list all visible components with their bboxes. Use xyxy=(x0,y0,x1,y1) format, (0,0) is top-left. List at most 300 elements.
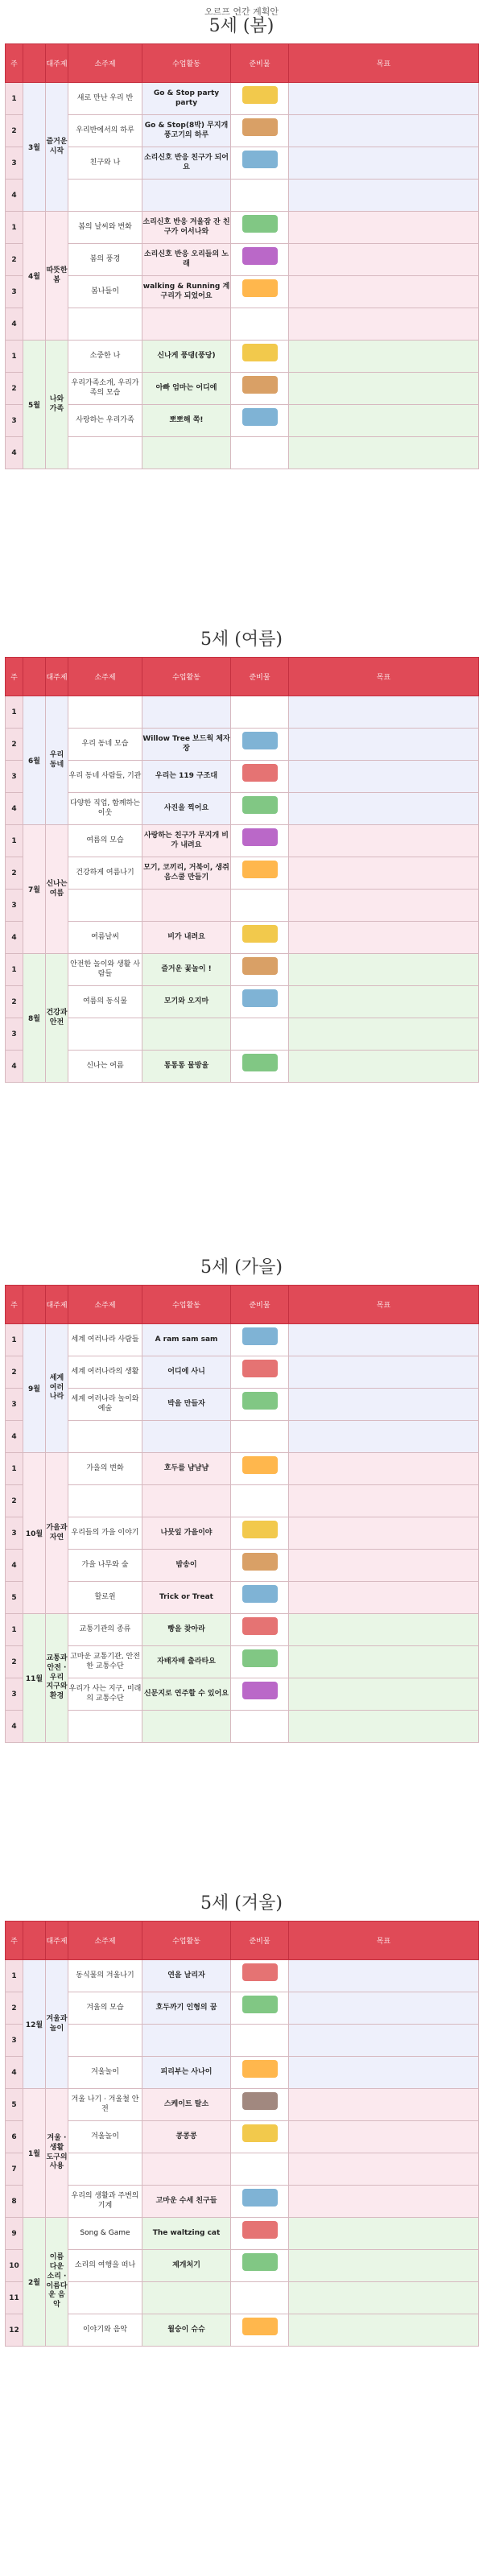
activity-cell: 피리부는 사나이 xyxy=(142,2057,231,2089)
subtopic-cell: 이야기와 음악 xyxy=(68,2314,142,2347)
goal-cell xyxy=(289,729,479,761)
table-row xyxy=(6,1678,479,1711)
table-row xyxy=(6,2314,479,2347)
table-row xyxy=(6,729,479,761)
material-caption xyxy=(231,1604,288,1611)
material-image xyxy=(242,1521,278,1538)
materials-cell xyxy=(231,857,289,890)
table-row xyxy=(6,341,479,373)
activity-cell: 사랑하는 친구가 무지개 비가 내려요 xyxy=(142,825,231,857)
month-cell: 2월 xyxy=(23,2218,46,2347)
materials-cell xyxy=(231,1614,289,1646)
table-row xyxy=(6,986,479,1018)
activity-cell: 즐거운 꽃놀이 ! xyxy=(142,954,231,986)
material-caption xyxy=(231,1540,288,1546)
week-cell: 2 xyxy=(6,986,23,1018)
material-caption xyxy=(231,395,288,402)
subtopic-cell: 동식물의 겨울나기 xyxy=(68,1960,142,1992)
activity-cell: 소리신호 반응 오리들의 노래 xyxy=(142,244,231,276)
material-caption xyxy=(231,783,288,790)
table-row xyxy=(6,2250,479,2282)
goal-cell xyxy=(289,2025,479,2057)
table-row xyxy=(6,2218,479,2250)
material-caption xyxy=(231,299,288,305)
header-month xyxy=(23,1286,46,1324)
goal-cell xyxy=(289,2153,479,2186)
week-cell: 2 xyxy=(6,373,23,405)
theme-cell: 겨울 · 생활 도구의 사용 xyxy=(46,2089,68,2218)
activity-cell: 비가 내려요 xyxy=(142,922,231,954)
goal-cell xyxy=(289,1960,479,1992)
week-cell: 4 xyxy=(6,308,23,341)
week-cell: 4 xyxy=(6,180,23,212)
materials-cell xyxy=(231,1356,289,1389)
materials-cell xyxy=(231,341,289,373)
goal-cell xyxy=(289,212,479,244)
subtopic-cell: 겨울 나기 · 겨울철 안전 xyxy=(68,2089,142,2121)
activity-cell xyxy=(142,2025,231,2057)
material-caption xyxy=(231,138,288,144)
month-cell: 1월 xyxy=(23,2089,46,2218)
week-cell: 2 xyxy=(6,1356,23,1389)
materials-cell xyxy=(231,373,289,405)
material-caption xyxy=(231,1572,288,1579)
table-row xyxy=(6,1582,479,1614)
subtopic-cell xyxy=(68,1711,142,1743)
week-cell: 3 xyxy=(6,890,23,922)
activity-cell: 호두까기 인형의 꿈 xyxy=(142,1992,231,2025)
plan-table xyxy=(5,657,479,1083)
subtopic-cell: 여름의 모습 xyxy=(68,825,142,857)
material-image xyxy=(242,1963,278,1981)
activity-cell xyxy=(142,1711,231,1743)
week-cell: 1 xyxy=(6,212,23,244)
material-image xyxy=(242,1649,278,1667)
material-image xyxy=(242,118,278,136)
header-mat: 준비물 xyxy=(231,1286,289,1324)
material-caption xyxy=(231,2240,288,2247)
activity-cell: 빵을 찾아라 xyxy=(142,1614,231,1646)
week-cell: 4 xyxy=(6,2057,23,2089)
goal-cell xyxy=(289,1324,479,1356)
theme-cell: 가을과 자연 xyxy=(46,1453,68,1614)
activity-cell xyxy=(142,1018,231,1051)
table-row xyxy=(6,1356,479,1389)
material-caption xyxy=(231,2273,288,2279)
material-caption xyxy=(231,880,288,886)
material-caption xyxy=(231,1476,288,1482)
materials-cell xyxy=(231,115,289,147)
goal-cell xyxy=(289,954,479,986)
subtopic-cell xyxy=(68,2025,142,2057)
subtopic-cell: 우리의 생활과 주변의 기계 xyxy=(68,2186,142,2218)
season-title: 5세 (여름) xyxy=(200,630,283,650)
week-cell: 1 xyxy=(6,954,23,986)
goal-cell xyxy=(289,341,479,373)
activity-cell: 아빠 엄마는 어디에 xyxy=(142,373,231,405)
materials-cell xyxy=(231,1646,289,1678)
material-caption xyxy=(231,2208,288,2215)
activity-cell: Go & Stop(8박) 무지개 풍고기의 하루 xyxy=(142,115,231,147)
week-cell: 7 xyxy=(6,2153,23,2186)
material-caption xyxy=(231,1411,288,1418)
header-act: 수업활동 xyxy=(142,44,231,83)
materials-cell xyxy=(231,244,289,276)
subtopic-cell: 겨울놀이 xyxy=(68,2121,142,2153)
subtopic-cell: 우리 동네 사람들, 기관 xyxy=(68,761,142,793)
week-cell: 2 xyxy=(6,115,23,147)
table-row xyxy=(6,1992,479,2025)
activity-cell: 뽀뽀해 쪽! xyxy=(142,405,231,437)
table-row xyxy=(6,2121,479,2153)
table-row xyxy=(6,1960,479,1992)
activity-cell: 신나게 풍댕(풍당) xyxy=(142,341,231,373)
table-row xyxy=(6,2057,479,2089)
activity-cell: 박을 만들자 xyxy=(142,1389,231,1421)
subtopic-cell: 가을 나무와 숲 xyxy=(68,1550,142,1582)
material-image xyxy=(242,86,278,104)
goal-cell xyxy=(289,180,479,212)
material-image xyxy=(242,828,278,846)
material-caption xyxy=(231,1983,288,1989)
week-cell: 4 xyxy=(6,1421,23,1453)
goal-cell xyxy=(289,1614,479,1646)
subtopic-cell: 사랑하는 우리가족 xyxy=(68,405,142,437)
week-cell: 1 xyxy=(6,1960,23,1992)
table-row xyxy=(6,696,479,729)
plan-table xyxy=(5,1921,479,2347)
material-caption xyxy=(231,1379,288,1385)
header-month xyxy=(23,658,46,696)
materials-cell xyxy=(231,1582,289,1614)
goal-cell xyxy=(289,405,479,437)
goal-cell xyxy=(289,1550,479,1582)
activity-cell: 신문지로 연주할 수 있어요 xyxy=(142,1678,231,1711)
header-theme: 대주제 xyxy=(46,1286,68,1324)
header-act: 수업활동 xyxy=(142,1922,231,1960)
subtopic-cell: 고마운 교통기관, 안전한 교통수단 xyxy=(68,1646,142,1678)
material-image xyxy=(242,989,278,1007)
activity-cell: 제개처기 xyxy=(142,2250,231,2282)
material-caption xyxy=(231,2112,288,2118)
subtopic-cell xyxy=(68,2153,142,2186)
week-cell: 1 xyxy=(6,696,23,729)
materials-cell xyxy=(231,2025,289,2057)
subtopic-cell: 안전한 놀이와 생활 사람들 xyxy=(68,954,142,986)
activity-cell: 우리는 119 구조대 xyxy=(142,761,231,793)
activity-cell xyxy=(142,1421,231,1453)
goal-cell xyxy=(289,2121,479,2153)
subtopic-cell: 봄의 풍경 xyxy=(68,244,142,276)
table-row xyxy=(6,1453,479,1485)
month-cell: 9월 xyxy=(23,1324,46,1453)
table-row xyxy=(6,147,479,180)
goal-cell xyxy=(289,1582,479,1614)
header-mat: 준비물 xyxy=(231,1922,289,1960)
materials-cell xyxy=(231,2089,289,2121)
materials-cell xyxy=(231,696,289,729)
materials-cell xyxy=(231,825,289,857)
materials-cell xyxy=(231,1018,289,1051)
material-image xyxy=(242,1054,278,1071)
table-row xyxy=(6,276,479,308)
goal-cell xyxy=(289,115,479,147)
header-goal: 목표 xyxy=(289,1286,479,1324)
material-image xyxy=(242,861,278,878)
subtopic-cell: 세계 여러나라의 생활 xyxy=(68,1356,142,1389)
goal-cell xyxy=(289,147,479,180)
materials-cell xyxy=(231,212,289,244)
table-row xyxy=(6,1324,479,1356)
week-cell: 5 xyxy=(6,2089,23,2121)
material-image xyxy=(242,2221,278,2239)
table-row xyxy=(6,922,479,954)
material-image xyxy=(242,1553,278,1571)
material-caption xyxy=(231,1347,288,1353)
header-act: 수업활동 xyxy=(142,1286,231,1324)
activity-cell: 월숭이 슈슈 xyxy=(142,2314,231,2347)
subtopic-cell: 봄의 날씨와 변화 xyxy=(68,212,142,244)
materials-cell xyxy=(231,1421,289,1453)
week-cell: 9 xyxy=(6,2218,23,2250)
materials-cell xyxy=(231,405,289,437)
table-row xyxy=(6,2282,479,2314)
materials-cell xyxy=(231,276,289,308)
material-image xyxy=(242,408,278,426)
subtopic-cell: 건강하게 여름나기 xyxy=(68,857,142,890)
material-image xyxy=(242,151,278,168)
materials-cell xyxy=(231,954,289,986)
week-cell: 3 xyxy=(6,761,23,793)
activity-cell: walking & Running 계구리가 되었어요 xyxy=(142,276,231,308)
activity-cell: 연을 날리자 xyxy=(142,1960,231,1992)
subtopic-cell: 여름날씨 xyxy=(68,922,142,954)
material-image xyxy=(242,732,278,749)
subtopic-cell: 신나는 여름 xyxy=(68,1051,142,1083)
subtopic-cell: 우리반에서의 하루 xyxy=(68,115,142,147)
week-cell: 3 xyxy=(6,405,23,437)
material-caption xyxy=(231,2144,288,2150)
week-cell: 10 xyxy=(6,2250,23,2282)
activity-cell: 고마운 수세 친구들 xyxy=(142,2186,231,2218)
theme-cell: 세계 여러 나라 xyxy=(46,1324,68,1453)
header-goal: 목표 xyxy=(289,658,479,696)
week-cell: 1 xyxy=(6,1324,23,1356)
goal-cell xyxy=(289,2089,479,2121)
material-image xyxy=(242,2092,278,2110)
week-cell: 1 xyxy=(6,825,23,857)
goal-cell xyxy=(289,1711,479,1743)
material-caption xyxy=(231,105,288,112)
week-cell: 1 xyxy=(6,1453,23,1485)
material-image xyxy=(242,2253,278,2271)
activity-cell: Willow Tree 보드웍 체자장 xyxy=(142,729,231,761)
week-cell: 3 xyxy=(6,276,23,308)
subtopic-cell: 우리들의 가을 이야기 xyxy=(68,1517,142,1550)
week-cell: 3 xyxy=(6,1389,23,1421)
week-cell: 2 xyxy=(6,244,23,276)
theme-cell: 즐거운 시작 xyxy=(46,83,68,212)
goal-cell xyxy=(289,1485,479,1517)
header-row xyxy=(6,658,479,696)
season-title: 5세 (가을) xyxy=(200,1257,283,1278)
materials-cell xyxy=(231,922,289,954)
header-act: 수업활동 xyxy=(142,658,231,696)
header-month xyxy=(23,44,46,83)
subtopic-cell xyxy=(68,2282,142,2314)
week-cell: 4 xyxy=(6,1051,23,1083)
material-caption xyxy=(231,266,288,273)
table-row xyxy=(6,2025,479,2057)
material-image xyxy=(242,376,278,394)
theme-cell: 이름 다운 소리 · 이름다운 음악 xyxy=(46,2218,68,2347)
subtopic-cell: 친구와 나 xyxy=(68,147,142,180)
material-image xyxy=(242,2124,278,2142)
week-cell: 12 xyxy=(6,2314,23,2347)
material-image xyxy=(242,1360,278,1377)
subtopic-cell: 겨울놀이 xyxy=(68,2057,142,2089)
goal-cell xyxy=(289,1646,479,1678)
materials-cell xyxy=(231,1960,289,1992)
table-row xyxy=(6,890,479,922)
header-mat: 준비물 xyxy=(231,44,289,83)
materials-cell xyxy=(231,147,289,180)
table-row xyxy=(6,825,479,857)
subtopic-cell xyxy=(68,1421,142,1453)
materials-cell xyxy=(231,83,289,115)
materials-cell xyxy=(231,1711,289,1743)
material-image xyxy=(242,344,278,361)
subtopic-cell: 가을의 변화 xyxy=(68,1453,142,1485)
material-caption xyxy=(231,1669,288,1675)
subtopic-cell: Song & Game xyxy=(68,2218,142,2250)
plan-table xyxy=(5,43,479,469)
materials-cell xyxy=(231,761,289,793)
subtopic-cell: 봄나들이 xyxy=(68,276,142,308)
material-caption xyxy=(231,1073,288,1080)
week-cell: 4 xyxy=(6,1711,23,1743)
subtopic-cell: 소리의 여행을 떠나 xyxy=(68,2250,142,2282)
materials-cell xyxy=(231,437,289,469)
goal-cell xyxy=(289,825,479,857)
table-row xyxy=(6,2089,479,2121)
goal-cell xyxy=(289,2282,479,2314)
activity-cell: 호두를 냠냠냠 xyxy=(142,1453,231,1485)
materials-cell xyxy=(231,2250,289,2282)
activity-cell: 나뭇잎 가을이야 xyxy=(142,1517,231,1550)
materials-cell xyxy=(231,180,289,212)
materials-cell xyxy=(231,1485,289,1517)
goal-cell xyxy=(289,1356,479,1389)
material-caption xyxy=(231,363,288,369)
material-image xyxy=(242,2318,278,2335)
goal-cell xyxy=(289,2186,479,2218)
week-cell: 8 xyxy=(6,2186,23,2218)
materials-cell xyxy=(231,2186,289,2218)
goal-cell xyxy=(289,696,479,729)
week-cell: 3 xyxy=(6,1517,23,1550)
theme-cell: 따뜻한 봄 xyxy=(46,212,68,341)
week-cell: 2 xyxy=(6,729,23,761)
table-row xyxy=(6,1051,479,1083)
goal-cell xyxy=(289,373,479,405)
week-cell: 4 xyxy=(6,437,23,469)
header-week: 주 xyxy=(6,44,23,83)
subtopic-cell xyxy=(68,1485,142,1517)
material-caption xyxy=(231,1701,288,1707)
material-caption xyxy=(231,815,288,822)
header-goal: 목표 xyxy=(289,44,479,83)
plan-table xyxy=(5,1285,479,1743)
goal-cell xyxy=(289,857,479,890)
activity-cell: 모기와 오지마 xyxy=(142,986,231,1018)
activity-cell xyxy=(142,696,231,729)
goal-cell xyxy=(289,761,479,793)
table-row xyxy=(6,1517,479,1550)
activity-cell xyxy=(142,180,231,212)
activity-cell: 사진을 찍어요 xyxy=(142,793,231,825)
subtopic-cell xyxy=(68,696,142,729)
goal-cell xyxy=(289,1517,479,1550)
materials-cell xyxy=(231,2314,289,2347)
header-theme: 대주제 xyxy=(46,658,68,696)
subtopic-cell xyxy=(68,890,142,922)
header-row xyxy=(6,44,479,83)
goal-cell xyxy=(289,276,479,308)
theme-cell: 겨울과 놀이 xyxy=(46,1960,68,2089)
material-caption xyxy=(231,1637,288,1643)
activity-cell: 소리신호 반응 친구가 되어요 xyxy=(142,147,231,180)
week-cell: 5 xyxy=(6,1582,23,1614)
subtopic-cell: 우리가족소개, 우리가족의 모습 xyxy=(68,373,142,405)
goal-cell xyxy=(289,1421,479,1453)
week-cell: 2 xyxy=(6,1992,23,2025)
activity-cell xyxy=(142,1485,231,1517)
subtopic-cell: 교통기관의 종류 xyxy=(68,1614,142,1646)
materials-cell xyxy=(231,1389,289,1421)
materials-cell xyxy=(231,2121,289,2153)
table-row xyxy=(6,308,479,341)
material-image xyxy=(242,764,278,782)
material-image xyxy=(242,925,278,943)
header-month xyxy=(23,1922,46,1960)
week-cell: 2 xyxy=(6,1646,23,1678)
material-caption xyxy=(231,427,288,434)
subtopic-cell xyxy=(68,437,142,469)
subtopic-cell: 소중한 나 xyxy=(68,341,142,373)
header-sub: 소주제 xyxy=(68,1286,142,1324)
header-sub: 소주제 xyxy=(68,658,142,696)
activity-cell: 스케이트 탈소 xyxy=(142,2089,231,2121)
table-row xyxy=(6,244,479,276)
goal-cell xyxy=(289,922,479,954)
material-image xyxy=(242,247,278,265)
materials-cell xyxy=(231,793,289,825)
goal-cell xyxy=(289,2218,479,2250)
table-row xyxy=(6,1711,479,1743)
goal-cell xyxy=(289,2057,479,2089)
week-cell: 3 xyxy=(6,2025,23,2057)
subtopic-cell: 새로 만난 우리 반 xyxy=(68,83,142,115)
table-row xyxy=(6,437,479,469)
week-cell: 2 xyxy=(6,857,23,890)
goal-cell xyxy=(289,437,479,469)
materials-cell xyxy=(231,1678,289,1711)
material-caption xyxy=(231,2079,288,2086)
header-goal: 목표 xyxy=(289,1922,479,1960)
materials-cell xyxy=(231,2218,289,2250)
table-row xyxy=(6,1421,479,1453)
